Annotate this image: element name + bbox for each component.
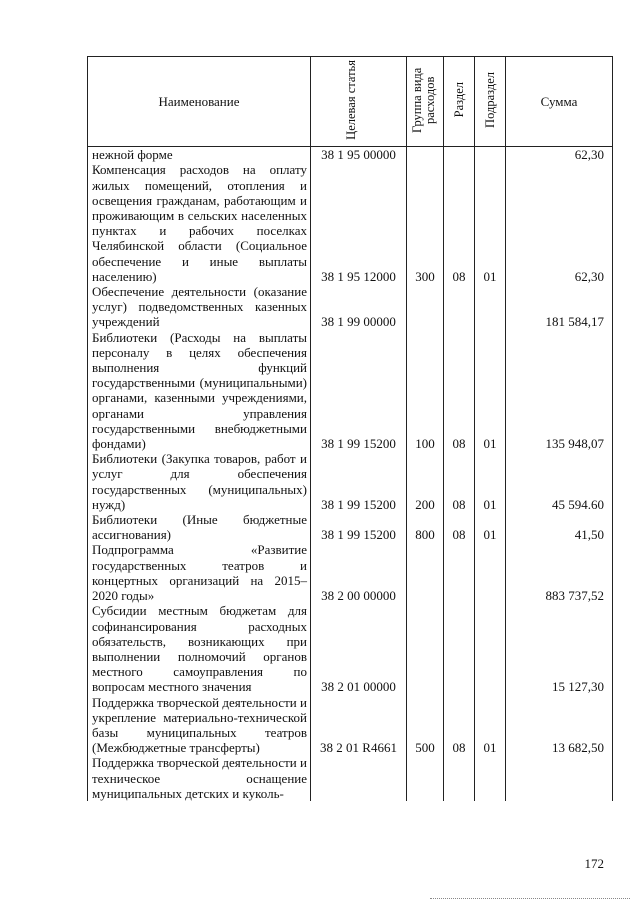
- cell-name: Обеспечение деятельности (оказание услуг) подведомственных казенных учреждений: [88, 284, 311, 330]
- table-row: [88, 755, 613, 801]
- cell-sum: 883 737,52: [506, 542, 613, 603]
- header-subsection: Подраздел: [475, 57, 506, 147]
- cell-name: Компенсация расходов на оплату жилых помещений, отопления и освещения гражданам, работающим и проживающим в сельских населенных пунктах и рабочих поселках Челябинской области (Социальное обеспечение и иные выплаты населению): [88, 162, 311, 284]
- cell-sum: 181 584,17: [506, 284, 613, 330]
- cell-sum: 135 948,07: [506, 330, 613, 452]
- table-row: [88, 542, 613, 603]
- header-code: Целевая статья: [311, 57, 407, 147]
- page-number: 172: [584, 856, 604, 871]
- cell-subsection: 01: [475, 512, 506, 542]
- cell-sum: 45 594.60: [506, 451, 613, 512]
- budget-table: [87, 56, 613, 801]
- cell-subsection: 01: [475, 330, 506, 452]
- cell-section: 08: [444, 512, 475, 542]
- table-header-row: [88, 57, 613, 147]
- cell-code: [311, 755, 407, 801]
- cell-group: [407, 147, 444, 163]
- cell-group: [407, 755, 444, 801]
- cell-code: 38 1 99 15200: [311, 330, 407, 452]
- cell-sum: 13 682,50: [506, 695, 613, 756]
- cell-group: [407, 284, 444, 330]
- cell-group: [407, 603, 444, 694]
- cell-subsection: [475, 542, 506, 603]
- cell-group: 200: [407, 451, 444, 512]
- header-group: Группа вида расходов: [407, 57, 444, 147]
- cell-group: 100: [407, 330, 444, 452]
- cell-section: [444, 755, 475, 801]
- cell-group: 500: [407, 695, 444, 756]
- cell-name: Поддержка творческой деятельности и укрепление материально-технической базы муниципальных театров (Межбюджетные трансферты): [88, 695, 311, 756]
- cell-subsection: 01: [475, 451, 506, 512]
- header-name: Наименование: [88, 57, 311, 147]
- cell-name: Подпрограмма «Развитие государственных театров и концертных организаций на 2015–2020 годы»: [88, 542, 311, 603]
- cell-code: 38 1 99 00000: [311, 284, 407, 330]
- cell-sum: 15 127,30: [506, 603, 613, 694]
- cell-name: Библиотеки (Расходы на выплаты персоналу в целях обеспечения выполнения функций государственными (муниципальными) органами, казенными учреждениями, органами управления государственными внебюджетными фондами): [88, 330, 311, 452]
- cell-code: 38 1 99 15200: [311, 451, 407, 512]
- table-row: [88, 147, 613, 163]
- cell-code: 38 2 01 R4661: [311, 695, 407, 756]
- cell-sum: [506, 755, 613, 801]
- table-row: [88, 330, 613, 452]
- cell-group: [407, 542, 444, 603]
- table-row: [88, 695, 613, 756]
- cell-sum: 62,30: [506, 162, 613, 284]
- cell-name: Субсидии местным бюджетам для софинансирования расходных обязательств, возникающих при выполнении полномочий органов местного самоуправления по вопросам местного значения: [88, 603, 311, 694]
- cell-section: 08: [444, 162, 475, 284]
- cell-subsection: 01: [475, 695, 506, 756]
- table-row: [88, 603, 613, 694]
- cell-section: 08: [444, 695, 475, 756]
- cell-code: 38 2 01 00000: [311, 603, 407, 694]
- cell-sum: 62,30: [506, 147, 613, 163]
- cell-group: 300: [407, 162, 444, 284]
- cell-subsection: [475, 147, 506, 163]
- scan-edge-mark: [430, 898, 630, 901]
- cell-code: 38 2 00 00000: [311, 542, 407, 603]
- cell-subsection: [475, 284, 506, 330]
- cell-section: [444, 147, 475, 163]
- table-row: [88, 162, 613, 284]
- cell-section: [444, 542, 475, 603]
- table-row: [88, 451, 613, 512]
- cell-group: 800: [407, 512, 444, 542]
- cell-section: 08: [444, 451, 475, 512]
- cell-name: нежной форме: [88, 147, 311, 163]
- cell-subsection: [475, 603, 506, 694]
- cell-section: [444, 284, 475, 330]
- table-row: [88, 284, 613, 330]
- cell-sum: 41,50: [506, 512, 613, 542]
- cell-code: 38 1 95 00000: [311, 147, 407, 163]
- cell-name: Поддержка творческой деятельности и техническое оснащение муниципальных детских и куколь-: [88, 755, 311, 801]
- cell-subsection: 01: [475, 162, 506, 284]
- cell-name: Библиотеки (Закупка товаров, работ и услуг для обеспечения государственных (муниципальных) нужд): [88, 451, 311, 512]
- cell-section: [444, 603, 475, 694]
- header-sum: Сумма: [506, 57, 613, 147]
- cell-name: Библиотеки (Иные бюджетные ассигнования): [88, 512, 311, 542]
- table-row: [88, 512, 613, 542]
- cell-code: 38 1 95 12000: [311, 162, 407, 284]
- header-section: Раздел: [444, 57, 475, 147]
- cell-subsection: [475, 755, 506, 801]
- cell-section: 08: [444, 330, 475, 452]
- cell-code: 38 1 99 15200: [311, 512, 407, 542]
